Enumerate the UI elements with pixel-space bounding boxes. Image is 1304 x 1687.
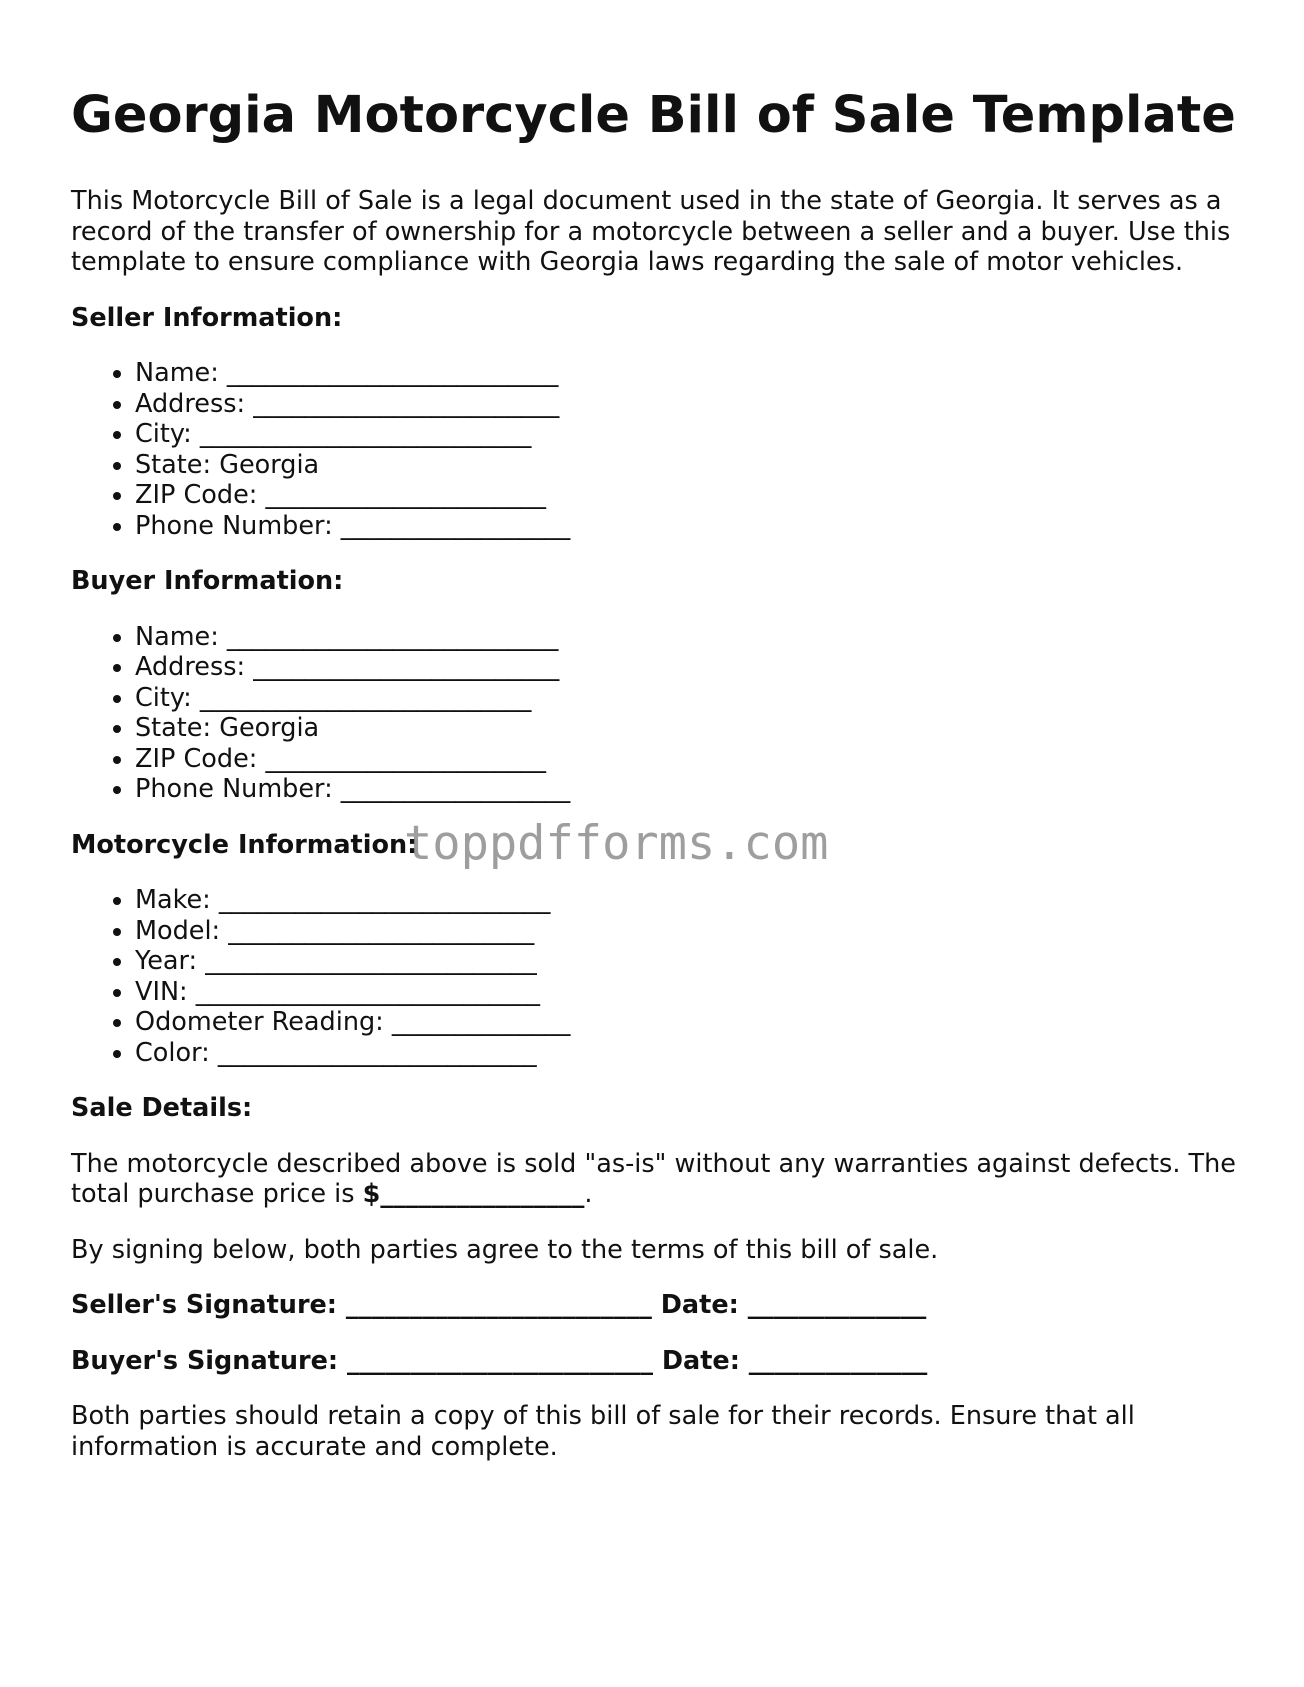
seller-state-field: • State: Georgia [135, 450, 1241, 481]
seller-address-field: • Address: ________________________ [135, 389, 1241, 420]
document-page [71, 86, 1241, 1487]
buyer-signature-line: Buyer's Signature: ________________________ Date: ______________ [71, 1345, 928, 1376]
motorcycle-make-field: • Make: __________________________ [135, 885, 1241, 916]
motorcycle-vin-field: • VIN: ___________________________ [135, 977, 1241, 1008]
motorcycle-model-field: • Model: ________________________ [135, 916, 1241, 947]
seller-heading: Seller Information: [71, 302, 343, 333]
buyer-heading: Buyer Information: [71, 566, 344, 596]
page-title: Georgia Motorcycle Bill of Sale Template [71, 86, 1236, 145]
motorcycle-odometer-field: • Odometer Reading: ______________ [135, 1007, 1241, 1038]
agreement-paragraph: By signing below, both parties agree to the terms of this bill of sale. [71, 1234, 939, 1265]
buyer-list [71, 622, 1241, 805]
seller-zip-field: • ZIP Code: ______________________ [135, 480, 1241, 511]
buyer-city-field: • City: __________________________ [135, 683, 1241, 714]
buyer-name-field: • Name: __________________________ [135, 622, 1241, 653]
purchase-price-field: $________________ [362, 1179, 585, 1209]
sale-text: The motorcycle described above is sold "as-is" without any warranties against defects. The total purchase price is [71, 1148, 1236, 1209]
buyer-address-field: • Address: ________________________ [135, 652, 1241, 683]
seller-name-field: • Name: __________________________ [135, 358, 1241, 389]
buyer-state-field: • State: Georgia [135, 713, 1241, 744]
watermark: toppdfforms.com [404, 816, 829, 871]
buyer-phone-field: • Phone Number: __________________ [135, 774, 1241, 805]
motorcycle-list [71, 885, 1241, 1068]
motorcycle-year-field: • Year: __________________________ [135, 946, 1241, 977]
sale-text-end: . [584, 1179, 593, 1209]
seller-list [71, 358, 1241, 541]
seller-city-field: • City: __________________________ [135, 419, 1241, 450]
motorcycle-color-field: • Color: _________________________ [135, 1038, 1241, 1069]
sale-paragraph [71, 1149, 1241, 1210]
buyer-zip-field: • ZIP Code: ______________________ [135, 744, 1241, 775]
intro-paragraph: This Motorcycle Bill of Sale is a legal document used in the state of Georgia. It serves as a record of the transfer of ownership for a motorcycle between a seller and a buyer. Use this template to ensure compliance with Georgia laws regarding the sale of motor vehicles. [71, 186, 1231, 277]
sale-heading: Sale Details: [71, 1093, 253, 1123]
motorcycle-heading: Motorcycle Information: [71, 829, 418, 860]
seller-signature-line: Seller's Signature: ________________________ Date: ______________ [71, 1290, 927, 1320]
seller-phone-field: • Phone Number: __________________ [135, 511, 1241, 542]
closing-paragraph: Both parties should retain a copy of this bill of sale for their records. Ensure that all information is accurate and complete. [71, 1401, 1135, 1462]
